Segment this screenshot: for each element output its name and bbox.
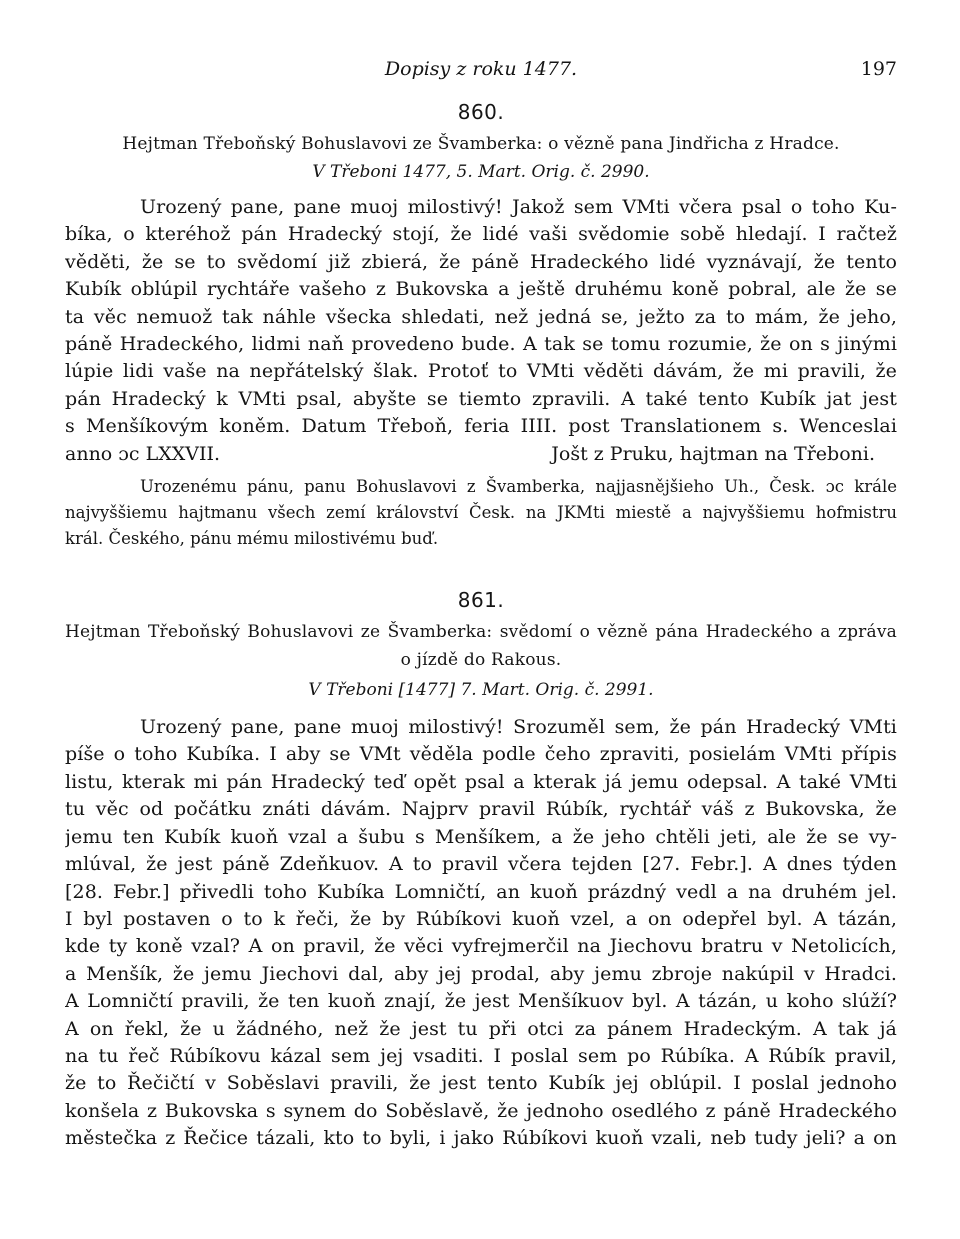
body-line: páně Hradeckého, lidmi naň provedeno bude. A tak se tomu rozumie, že on s jinými	[65, 333, 897, 356]
address-line: král. Českého, pánu mému milostivému buď.	[65, 529, 439, 549]
letter-body	[65, 194, 897, 441]
letter-heading: Hejtman Třeboňský Bohuslavovi ze Švamberka: o vězně pana Jindřicha z Hradce.	[122, 134, 840, 154]
body-line: Urozený pane, pane muoj milostivý! Jakož sem VMti včera psal o toho Ku-	[140, 196, 897, 218]
heading-line: o jízdě do Rakous.	[400, 650, 562, 671]
document-number: 861.	[457, 588, 505, 613]
body-line: tu věc od počátku znáti dávám. Najprv pravil Rúbík, rychtář váš z Bukovska, že	[65, 798, 897, 821]
body-line: píše o toho Kubíka. I aby se VMt věděla podle čeho zpraviti, posielám VMti přípis	[65, 743, 897, 766]
body-line: mlúval, že jest páně Zdeňkuov. A to pravil včera tejden [27. Febr.]. A dnes týden	[65, 853, 897, 876]
body-line: na tu řeč Rúbíkovu kázal sem jej vsaditi. I poslal sem po Rúbíka. A Rúbík pravil,	[65, 1044, 897, 1067]
body-line: bíka, o kteréhož pán Hradecký stojí, že lidé vaši svědomie sobě hledají. I račtež	[65, 223, 897, 246]
address-line: najvyššiemu hajtmanu všech zemí království Česk. na JKMti miestě a najvyššiemu hofmistru	[65, 503, 897, 523]
body-line: [28. Febr.] přivedli toho Kubíka Lomničtí, an kuoň prázdný vedl a na druhém jel.	[65, 880, 897, 903]
body-line: A Lomničtí pravili, že ten kuoň znají, že jest Menšíkuov byl. A tázán, u koho slúží?	[65, 990, 897, 1013]
body-line: že to Řečičtí v Soběslavi pravili, že jest tento Kubík jej oblúpil. I poslal jednoho	[65, 1072, 897, 1095]
body-line: lúpie lidi vaše na nepřátelský šlak. Protoť to VMti věděti dávám, že mi pravili, že	[65, 360, 897, 383]
body-line: konšela z Bukovska s synem do Soběslavě, že jednoho osedlého z páně Hradeckého	[65, 1099, 897, 1122]
body-line: městečka z Řečice tázali, kto to byli, i jako Rúbíkovi kuoň vzali, neb tudy jeli? a on	[65, 1127, 897, 1150]
running-title: Dopisy z roku 1477.	[384, 58, 578, 80]
address-line: Urozenému pánu, panu Bohuslavovi z Švamberka, najjasnějšieho Uh., Česk. ɔc krále	[140, 477, 897, 497]
heading-line: Hejtman Třeboňský Bohuslavovi ze Švamberka: svědomí o vězně pána Hradeckého a zpráva	[65, 622, 897, 643]
letter-heading	[65, 618, 897, 674]
letter-body	[65, 714, 897, 1153]
address-block	[65, 474, 897, 552]
body-line: s Menšíkovým koněm. Datum Třeboň, feria IIII. post Translationem s. Wenceslai	[65, 415, 897, 438]
document-number: 860.	[457, 100, 505, 124]
body-line: jemu ten Kubík kuoň vzal a šubu s Menšíkem, a že jeho chtěli jeti, ale že se vy-	[65, 825, 897, 848]
body-line: kde ty koně vzal? A on pravil, že věci vyfrejmerčil na Jiechovu bratru v Netolicích,	[65, 935, 897, 958]
body-line: věděti, že se to svědomí již zbierá, že páně Hradeckého lidé vyznávají, že tento	[65, 250, 897, 273]
body-line: pán Hradecký k VMti psal, abyšte se tiemto zpravili. A také tento Kubík jat jest	[65, 387, 897, 410]
letter-861	[65, 588, 897, 1153]
body-line: Urozený pane, pane muoj milostivý! Srozuměl sem, že pán Hradecký VMti	[140, 716, 897, 739]
letter-dateline: V Třeboni [1477] 7. Mart. Orig. č. 2991.	[308, 680, 654, 701]
body-line: ta věc nemuož tak náhle všecka shledati, než jedná se, ježto za to mám, že jeho,	[65, 305, 897, 328]
signature: Jošt z Pruku, hajtman na Třeboni.	[551, 442, 875, 465]
letter-dateline: V Třeboni 1477, 5. Mart. Orig. č. 2990.	[312, 162, 650, 182]
body-line: I byl postaven o to k řeči, že by Rúbíkovi kuoň vzel, a on odepřel byl. A tázán,	[65, 907, 897, 930]
page	[65, 56, 897, 1153]
closing-line	[65, 441, 897, 468]
body-line: listu, kterak mi pán Hradecký teď opět psal a kterak já jemu odepsal. A také VMti	[65, 770, 897, 793]
body-line: a Menšík, že jemu Jiechovi dal, aby jej prodal, aby jemu zbroje nakúpil v Hradci.	[65, 962, 897, 985]
body-line: Kubík oblúpil rychtáře vašeho z Bukovska a ještě druhému koně pobral, ale že se	[65, 278, 897, 301]
closing-date: anno ɔc LXXVII.	[65, 442, 221, 465]
running-header	[65, 56, 897, 86]
page-number: 197	[860, 58, 897, 80]
body-line: A on řekl, že u žádného, než že jest tu při otci za pánem Hradeckým. A tak já	[65, 1017, 897, 1040]
letter-860	[65, 100, 897, 552]
